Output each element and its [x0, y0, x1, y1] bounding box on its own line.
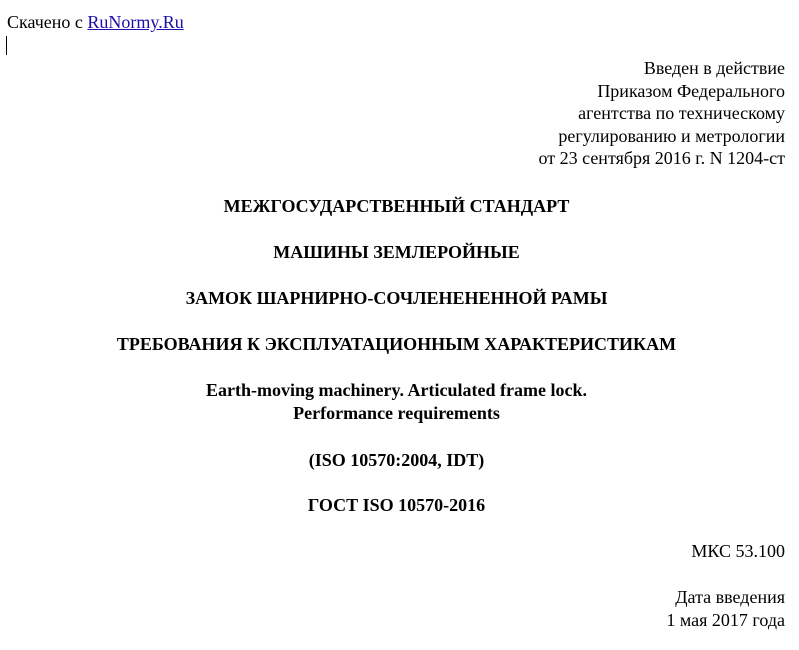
iso-reference: (ISO 10570:2004, IDT) [308, 450, 485, 470]
runormy-link[interactable]: RuNormy.Ru [87, 12, 184, 32]
mks-code: МКС 53.100 [691, 541, 785, 561]
scope-heading: ТРЕБОВАНИЯ К ЭКСПЛУАТАЦИОННЫМ ХАРАКТЕРИСТИКАМ [116, 334, 677, 354]
text-cursor [6, 36, 7, 55]
gost-designation: ГОСТ ISO 10570-2016 [307, 495, 486, 515]
approval-line: регулированию и метрологии [558, 125, 785, 146]
approval-line: Введен в действие [643, 58, 785, 78]
downloaded-from-label: Скачено с [7, 12, 88, 32]
approval-line: Приказом Федерального [597, 80, 785, 101]
approval-line: от 23 сентября 2016 г. N 1204-ст [538, 148, 785, 168]
approval-line: агентства по техническому [578, 103, 785, 123]
downloaded-from-line [7, 11, 184, 33]
english-title-line-1: Earth-moving machinery. Articulated frame lock. [206, 380, 587, 400]
subject-heading: МАШИНЫ ЗЕМЛЕРОЙНЫЕ [273, 242, 520, 262]
item-heading: ЗАМОК ШАРНИРНО-СОЧЛЕНЕНЕННОЙ РАМЫ [185, 288, 608, 308]
introduction-date-block [666, 586, 785, 631]
introduction-date-label: Дата введения [675, 587, 785, 607]
english-title-line-2: Performance requirements [293, 403, 500, 423]
introduction-date-value: 1 мая 2017 года [666, 609, 785, 630]
standard-type-heading: МЕЖГОСУДАРСТВЕННЫЙ СТАНДАРТ [223, 196, 570, 216]
approval-block [538, 57, 785, 170]
